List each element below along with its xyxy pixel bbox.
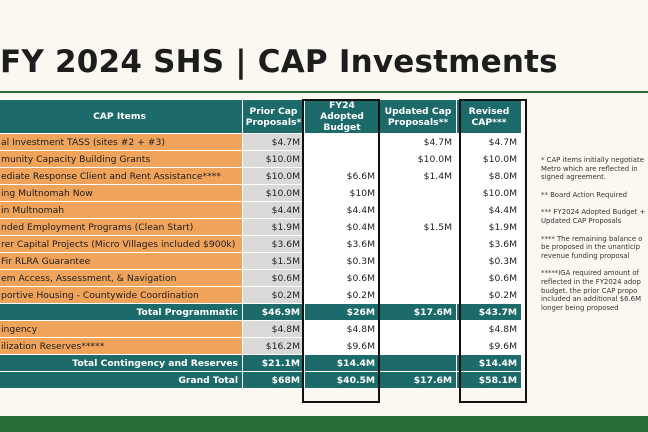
row-label: ing Multnomah Now bbox=[0, 185, 243, 202]
table-header-row bbox=[0, 100, 522, 134]
updated-cell: $17.6M bbox=[380, 304, 457, 321]
table-row bbox=[0, 202, 522, 219]
revised-cell: $1.9M bbox=[457, 219, 522, 236]
total-contingency-label: Total Contingency and Reserves bbox=[0, 355, 243, 372]
fy24-cell: $6.6M bbox=[305, 168, 380, 185]
footnote-2 bbox=[541, 191, 648, 200]
footnote-line: longer being proposed bbox=[541, 303, 619, 312]
table-row bbox=[0, 219, 522, 236]
prior-cell: $4.8M bbox=[243, 321, 305, 338]
prior-cell: $0.6M bbox=[243, 270, 305, 287]
header-prior-cap: Prior Cap Proposals* bbox=[243, 100, 305, 134]
footnote-line: * CAP items initially negotiate bbox=[541, 156, 644, 164]
footer-bar bbox=[0, 416, 648, 432]
row-label: al Investment TASS (sites #2 + #3) bbox=[0, 134, 243, 151]
row-label: em Access, Assessment, & Navigation bbox=[0, 270, 243, 287]
row-label: Fir RLRA Guarantee bbox=[0, 253, 243, 270]
prior-cell: $68M bbox=[243, 372, 305, 389]
footnote-line: be proposed in the unanticip bbox=[541, 243, 641, 252]
total-programmatic-row bbox=[0, 304, 522, 321]
updated-cell bbox=[380, 321, 457, 338]
fy24-cell: $40.5M bbox=[305, 372, 380, 389]
prior-cell: $0.2M bbox=[243, 287, 305, 304]
fy24-cell: $14.4M bbox=[305, 355, 380, 372]
header-updated-cap: Updated Cap Proposals** bbox=[380, 100, 457, 134]
footnote-4 bbox=[541, 235, 648, 261]
fy24-cell: $0.3M bbox=[305, 253, 380, 270]
prior-cell: $4.7M bbox=[243, 134, 305, 151]
header-cap-items: CAP Items bbox=[0, 100, 243, 134]
total-contingency-row bbox=[0, 355, 522, 372]
revised-cell: $10.0M bbox=[457, 185, 522, 202]
prior-cell: $3.6M bbox=[243, 236, 305, 253]
revised-cell: $0.2M bbox=[457, 287, 522, 304]
row-label: portive Housing - Countywide Coordination bbox=[0, 287, 243, 304]
footnote-line: reflected in the FY2024 adop bbox=[541, 277, 641, 286]
footnote-5 bbox=[541, 269, 648, 312]
updated-cell bbox=[380, 236, 457, 253]
prior-cell: $21.1M bbox=[243, 355, 305, 372]
prior-cell: $10.0M bbox=[243, 185, 305, 202]
footnote-line: *** FY2024 Adopted Budget + bbox=[541, 208, 646, 217]
revised-cell: $58.1M bbox=[457, 372, 522, 389]
updated-cell: $4.7M bbox=[380, 134, 457, 151]
updated-cell: $10.0M bbox=[380, 151, 457, 168]
fy24-cell: $10M bbox=[305, 185, 380, 202]
prior-cell: $1.5M bbox=[243, 253, 305, 270]
revised-cell: $3.6M bbox=[457, 236, 522, 253]
footnote-3 bbox=[541, 208, 648, 225]
footnote-line: Metro which are reflected in bbox=[541, 164, 638, 173]
prior-cell: $46.9M bbox=[243, 304, 305, 321]
page-title: FY 2024 SHS | CAP Investments bbox=[0, 44, 558, 80]
updated-cell bbox=[380, 338, 457, 355]
footnote-line: *****IGA required amount of bbox=[541, 269, 639, 278]
updated-cell bbox=[380, 270, 457, 287]
fy24-cell: $0.2M bbox=[305, 287, 380, 304]
prior-cell: $10.0M bbox=[243, 168, 305, 185]
table-row bbox=[0, 321, 522, 338]
updated-cell bbox=[380, 253, 457, 270]
table-row bbox=[0, 253, 522, 270]
prior-cell: $10.0M bbox=[243, 151, 305, 168]
footnote-line: **** The remaining balance o bbox=[541, 234, 643, 243]
row-label: rer Capital Projects (Micro Villages included $900k) bbox=[0, 236, 243, 253]
row-label: in Multnomah bbox=[0, 202, 243, 219]
fy24-cell: $4.8M bbox=[305, 321, 380, 338]
fy24-cell bbox=[305, 134, 380, 151]
footnote-line: signed agreement. bbox=[541, 173, 607, 182]
revised-cell: $14.4M bbox=[457, 355, 522, 372]
footnotes bbox=[541, 156, 648, 321]
row-label: nded Employment Programs (Clean Start) bbox=[0, 219, 243, 236]
table-row bbox=[0, 185, 522, 202]
revised-cell: $0.6M bbox=[457, 270, 522, 287]
updated-cell: $1.4M bbox=[380, 168, 457, 185]
footnote-line: budget. the prior CAP propo bbox=[541, 286, 638, 295]
revised-cell: $8.0M bbox=[457, 168, 522, 185]
revised-cell: $4.8M bbox=[457, 321, 522, 338]
footnote-1 bbox=[541, 156, 648, 182]
revised-cell: $10.0M bbox=[457, 151, 522, 168]
revised-cell: $0.3M bbox=[457, 253, 522, 270]
title-divider bbox=[0, 91, 648, 93]
prior-cell: $4.4M bbox=[243, 202, 305, 219]
table-row bbox=[0, 151, 522, 168]
footnote-line: Updated CAP Proposals bbox=[541, 216, 622, 225]
table-row bbox=[0, 168, 522, 185]
header-fy24-adopted: FY24 Adopted Budget bbox=[305, 100, 380, 134]
fy24-cell: $4.4M bbox=[305, 202, 380, 219]
updated-cell: $1.5M bbox=[380, 219, 457, 236]
fy24-cell: $0.4M bbox=[305, 219, 380, 236]
fy24-cell bbox=[305, 151, 380, 168]
total-programmatic-label: Total Programmatic bbox=[0, 304, 243, 321]
revised-cell: $9.6M bbox=[457, 338, 522, 355]
table-row bbox=[0, 134, 522, 151]
table-row bbox=[0, 338, 522, 355]
header-revised-cap: Revised CAP*** bbox=[457, 100, 522, 134]
grand-total-row bbox=[0, 372, 522, 389]
revised-cell: $43.7M bbox=[457, 304, 522, 321]
fy24-cell: $3.6M bbox=[305, 236, 380, 253]
fy24-cell: $9.6M bbox=[305, 338, 380, 355]
updated-cell bbox=[380, 355, 457, 372]
fy24-cell: $0.6M bbox=[305, 270, 380, 287]
revised-cell: $4.4M bbox=[457, 202, 522, 219]
prior-cell: $16.2M bbox=[243, 338, 305, 355]
footnote-line: included an additional $6.6M bbox=[541, 295, 642, 304]
row-label: ingency bbox=[0, 321, 243, 338]
row-label: ilization Reserves***** bbox=[0, 338, 243, 355]
table-row bbox=[0, 287, 522, 304]
row-label: ediate Response Client and Rent Assistance**** bbox=[0, 168, 243, 185]
footnote-line: ** Board Action Required bbox=[541, 190, 627, 199]
prior-cell: $1.9M bbox=[243, 219, 305, 236]
footnote-line: revenue funding proposal bbox=[541, 251, 630, 260]
updated-cell bbox=[380, 185, 457, 202]
updated-cell bbox=[380, 287, 457, 304]
row-label: munity Capacity Building Grants bbox=[0, 151, 243, 168]
cap-investments-table bbox=[0, 99, 522, 389]
updated-cell: $17.6M bbox=[380, 372, 457, 389]
table-row bbox=[0, 236, 522, 253]
revised-cell: $4.7M bbox=[457, 134, 522, 151]
fy24-cell: $26M bbox=[305, 304, 380, 321]
updated-cell bbox=[380, 202, 457, 219]
grand-total-label: Grand Total bbox=[0, 372, 243, 389]
table-row bbox=[0, 270, 522, 287]
